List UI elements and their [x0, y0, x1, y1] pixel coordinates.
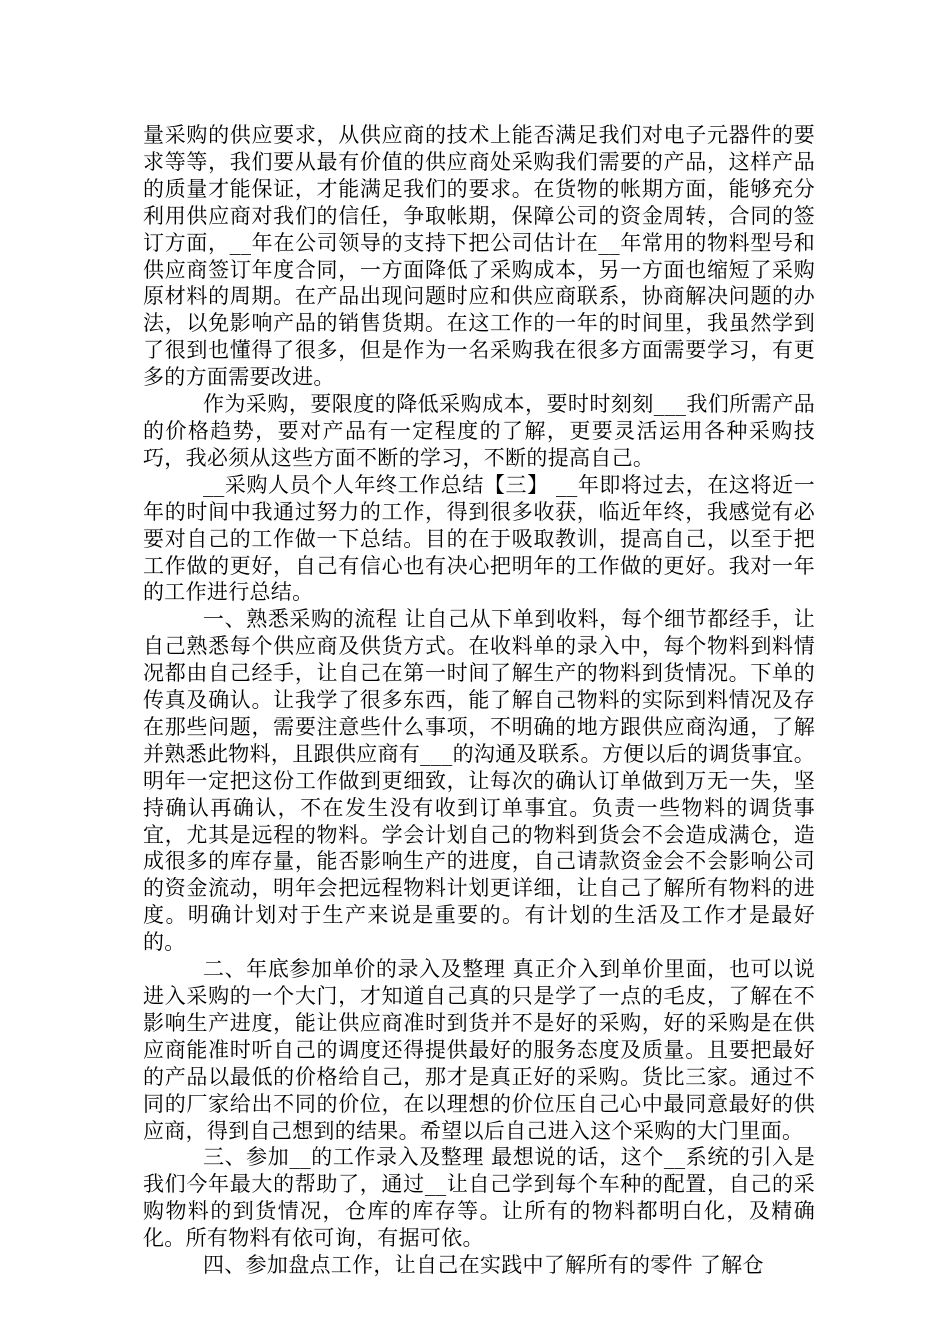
paragraph-6: 三、参加__的工作录入及整理 最想说的话，这个__系统的引入是我们今年最大的帮助了，通过__让自己学到每个车种的配置，自己的采购物料的到货情况，仓库的库存等。让所有的物料都明白化，及精确化。所有物料有依可询，有据可依。 — [143, 1145, 815, 1251]
paragraph-1: 量采购的供应要求，从供应商的技术上能否满足我们对电子元器件的要求等等，我们要从最有价值的供应商处采购我们需要的产品，这样产品的质量才能保证，才能满足我们的要求。在货物的帐期方面，能够充分利用供应商对我们的信任，争取帐期，保障公司的资金周转，合同的签订方面，__年在公司领导的支持下把公司估计在__年常用的物料型号和供应商签订年度合同，一方面降低了采购成本，另一方面也缩短了采购原材料的周期。在产品出现问题时应和供应商联系，协商解决问题的办法，以免影响产品的销售货期。在这工作的一年的时间里，我虽然学到了很到也懂得了很多，但是作为一名采购我在很多方面需要学习，有更多的方面需要改进。 — [143, 123, 815, 390]
paragraph-7: 四、参加盘点工作，让自己在实践中了解所有的零件 了解仓 — [203, 1253, 764, 1278]
paragraph-2: 作为采购，要限度的降低采购成本，要时时刻刻___我们所需产品的价格趋势，要对产品有一定程度的了解，更要灵活运用各种采购技巧，我必须从这些方面不断的学习，不断的提高自己。 — [143, 392, 815, 470]
paragraph-3: __采购人员个人年终工作总结【三】 __年即将过去，在这将近一年的时间中我通过努力的工作，得到很多收获，临近年终，我感觉有必要对自己的工作做一下总结。目的在于吸取教训，提高自己，以至于把工作做的更好，自己有信心也有决心把明年的工作做的更好。我对一年的工作进行总结。 — [143, 472, 815, 605]
document-page — [143, 122, 815, 1279]
paragraph-5: 二、年底参加单价的录入及整理 真正介入到单价里面，也可以说进入采购的一个大门，才知道自己真的只是学了一点的毛皮，了解在不影响生产进度，能让供应商准时到货并不是好的采购，好的采购是在供应商能准时听自己的调度还得提供最好的服务态度及质量。且要把最好的产品以最低的价格给自己，那才是真正好的采购。货比三家。通过不同的厂家给出不同的价位，在以理想的价位压自己心中最同意最好的供应商，得到自己想到的结果。希望以后自己进入这个采购的大门里面。 — [143, 957, 815, 1143]
paragraph-4: 一、熟悉采购的流程 让自己从下单到收料，每个细节都经手，让自己熟悉每个供应商及供货方式。在收料单的录入中，每个物料到料情况都由自己经手，让自己在第一时间了解生产的物料到货情况。下单的传真及确认。让我学了很多东西，能了解自己物料的实际到料情况及存在那些问题，需要注意些什么事项，不明确的地方跟供应商沟通，了解并熟悉此物料，且跟供应商有___的沟通及联系。方便以后的调货事宜。明年一定把这份工作做到更细致，让每次的确认订单做到万无一失，坚持确认再确认，不在发生没有收到订单事宜。负责一些物料的调货事宜，尤其是远程的物料。学会计划自己的物料到货会不会造成满仓，造成很多的库存量，能否影响生产的进度，自己请款资金会不会影响公司的资金流动，明年会把远程物料计划更详细，让自己了解所有物料的进度。明确计划对于生产来说是重要的。有计划的生活及工作才是最好的。 — [143, 607, 815, 955]
